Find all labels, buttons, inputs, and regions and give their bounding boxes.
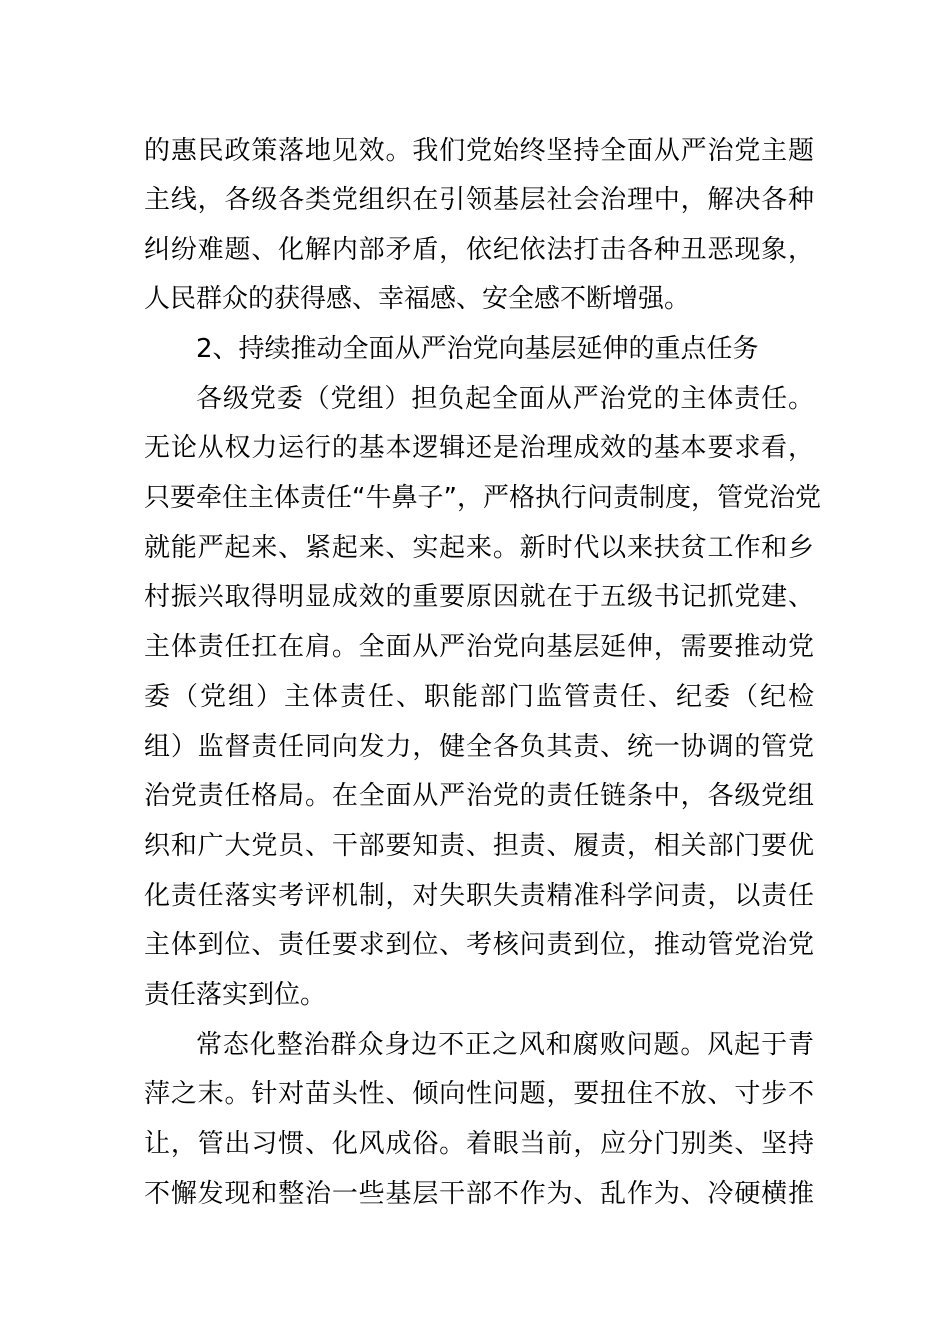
text-line: 让，管出习惯、化风成俗。着眼当前，应分门别类、坚持 [144,1129,814,1159]
text-line: 不懈发现和整治一些基层干部不作为、乱作为、冷硬横推 [144,1179,814,1209]
text-line: 主体责任扛在肩。全面从严治党向基层延伸，需要推动党 [144,632,814,662]
text-line: 纠纷难题、化解内部矛盾，依纪依法打击各种丑恶现象， [144,235,814,265]
text-line: 治党责任格局。在全面从严治党的责任链条中，各级党组 [144,781,814,811]
text-line: 萍之末。针对苗头性、倾向性问题，要扭住不放、寸步不 [144,1079,814,1109]
text-line: 人民群众的获得感、幸福感、安全感不断增强。 [144,284,691,314]
text-line: 组）监督责任同向发力，健全各负其责、统一协调的管党 [144,732,814,762]
paragraph-lead: 常态化整治群众身边不正之风和腐败问题。风起于青 [196,1030,814,1060]
text-line: 主体到位、责任要求到位、考核问责到位，推动管党治党 [144,930,814,960]
text-line: 村振兴取得明显成效的重要原因就在于五级书记抓党建、 [144,582,814,612]
paragraph-lead: 各级党委（党组）担负起全面从严治党的主体责任。 [196,384,814,414]
text-line: 的惠民政策落地见效。我们党始终坚持全面从严治党主题 [144,136,814,166]
section-heading: 2、持续推动全面从严治党向基层延伸的重点任务 [196,334,759,364]
text-line: 委（党组）主体责任、职能部门监管责任、纪委（纪检 [144,682,814,712]
text-line: 织和广大党员、干部要知责、担责、履责，相关部门要优 [144,831,814,861]
text-line: 责任落实到位。 [144,980,327,1010]
text-line: 主线，各级各类党组织在引领基层社会治理中，解决各种 [144,185,814,215]
text-line: 就能严起来、紧起来、实起来。新时代以来扶贫工作和乡 [144,533,814,563]
text-line: 无论从权力运行的基本逻辑还是治理成效的基本要求看， [144,433,814,463]
text-line: 只要牵住主体责任“牛鼻子”，严格执行问责制度，管党治党 [144,483,821,513]
text-line: 化责任落实考评机制，对失职失责精准科学问责，以责任 [144,881,814,911]
